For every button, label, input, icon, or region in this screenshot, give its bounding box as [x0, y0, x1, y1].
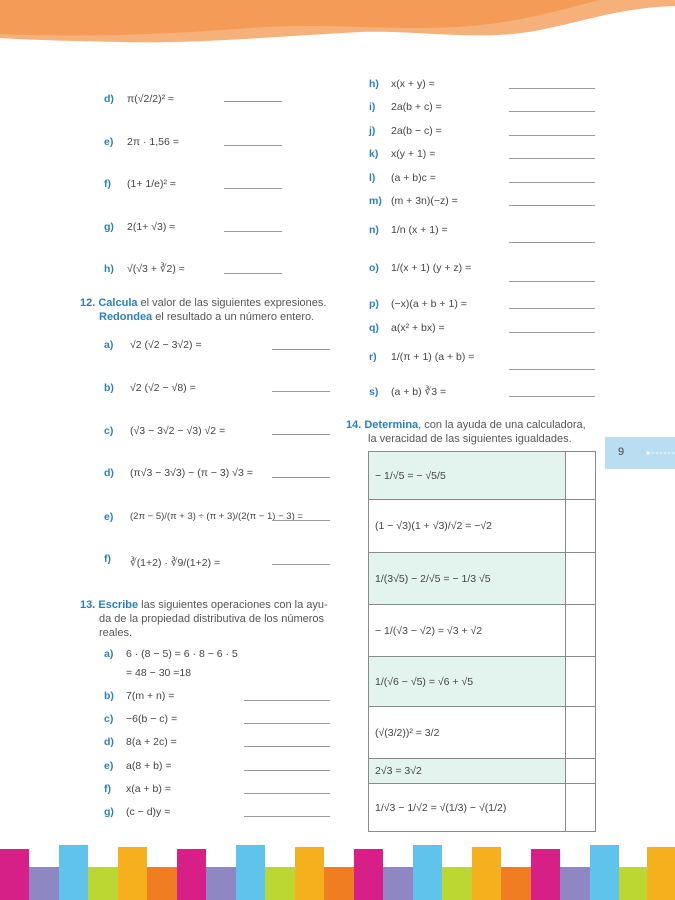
item-expression: (a + b)c = [391, 172, 436, 184]
item-label: h) [369, 78, 379, 90]
keyword: Determina [364, 419, 419, 431]
item-expression: 2a(b + c) = [391, 101, 442, 113]
equality-cell: − 1/(√3 − √2) = √3 + √2 [369, 605, 566, 657]
answer-cell[interactable] [566, 500, 596, 553]
answer-line[interactable] [272, 564, 330, 565]
item-expression: 1/(x + 1) (y + z) = [391, 262, 472, 274]
answer-line[interactable] [272, 349, 330, 350]
answer-cell[interactable] [566, 605, 596, 657]
table-row [369, 759, 596, 784]
answer-line[interactable] [244, 770, 330, 771]
question-12-heading [80, 296, 345, 324]
table-row [369, 707, 596, 759]
item-label: q) [369, 322, 379, 334]
table-row [369, 657, 596, 707]
answer-line[interactable] [509, 135, 595, 136]
item-expression: x(x + y) = [391, 78, 435, 90]
answer-line[interactable] [224, 188, 282, 189]
page-tab-dots [640, 450, 675, 456]
item-expression: (m + 3n)(−z) = [391, 195, 458, 207]
answer-line[interactable] [509, 369, 595, 370]
keyword: Redondea [99, 311, 153, 323]
item-expression: x(a + b) = [126, 783, 171, 795]
item-label: e) [104, 136, 114, 148]
equality-cell: 1/√3 − 1/√2 = √(1/3) − √(1/2) [369, 784, 566, 832]
question-number: 12. [80, 297, 96, 309]
answer-cell[interactable] [566, 657, 596, 707]
item-expression: (c − d)y = [126, 806, 171, 818]
answer-line[interactable] [244, 793, 330, 794]
answer-cell[interactable] [566, 759, 596, 784]
item-label: c) [104, 425, 114, 437]
question-number: 14. [346, 419, 362, 431]
example-line-1: 6 · (8 − 5) = 6 · 8 − 6 · 5 [126, 648, 238, 660]
answer-line[interactable] [272, 391, 330, 392]
item-label: i) [369, 101, 376, 113]
answer-line[interactable] [509, 242, 595, 243]
item-label: f) [104, 178, 111, 190]
item-expression: √2 (√2 − 3√2) = [130, 339, 202, 351]
heading-text: el resultado a un número entero. [152, 311, 315, 323]
item-label: l) [369, 172, 376, 184]
item-expression: (2π − 5)/(π + 3) ÷ (π + 3)/(2(π − 1) − 3) = [130, 511, 303, 522]
answer-line[interactable] [224, 101, 282, 102]
item-label: e) [104, 760, 114, 772]
answer-cell[interactable] [566, 784, 596, 832]
answer-line[interactable] [244, 700, 330, 701]
item-label: m) [369, 195, 382, 207]
header-wave [0, 0, 675, 50]
item-expression: 2π · 1,56 = [127, 136, 179, 148]
heading-text: la veracidad de las siguientes igualdades. [368, 433, 572, 445]
item-expression: (√3 − 3√2 − √3) √2 = [130, 425, 226, 437]
page-number: 9 [618, 446, 625, 458]
item-expression: a(8 + b) = [126, 760, 172, 772]
answer-line[interactable] [509, 111, 595, 112]
item-label: e) [104, 511, 114, 523]
answer-line[interactable] [244, 816, 330, 817]
answer-line[interactable] [272, 520, 330, 521]
item-expression: (π√3 − 3√3) − (π − 3) √3 = [130, 467, 253, 479]
item-expression: 2a(b − c) = [391, 125, 442, 137]
item-expression: (1+ 1/e)² ≈ [127, 178, 176, 190]
item-expression: 2(1+ √3) ≈ [127, 221, 176, 233]
answer-line[interactable] [509, 308, 595, 309]
keyword: Escribe [98, 599, 139, 611]
heading-text: reales. [99, 627, 133, 639]
answer-line[interactable] [244, 723, 330, 724]
answer-line[interactable] [244, 746, 330, 747]
answer-line[interactable] [509, 182, 595, 183]
item-expression: π(√2/2)² ≈ [127, 93, 174, 105]
item-label: d) [104, 467, 114, 479]
item-label: f) [104, 783, 111, 795]
equality-cell: − 1/√5 = − √5/5 [369, 452, 566, 500]
keyword: Calcula [98, 297, 138, 309]
equality-cell: 1/(√6 − √5) = √6 + √5 [369, 657, 566, 707]
item-label: d) [104, 93, 114, 105]
answer-cell[interactable] [566, 707, 596, 759]
heading-text: las siguientes operaciones con la ayu- [138, 599, 328, 611]
item-expression: a(x² + bx) = [391, 322, 445, 334]
answer-line[interactable] [272, 477, 330, 478]
answer-line[interactable] [224, 145, 282, 146]
truth-table [368, 451, 596, 832]
table-row [369, 784, 596, 832]
answer-line[interactable] [509, 88, 595, 89]
answer-line[interactable] [272, 434, 330, 435]
answer-line[interactable] [509, 332, 595, 333]
table-row [369, 553, 596, 605]
item-expression: (−x)(a + b + 1) = [391, 298, 467, 310]
item-expression: 1/n (x + 1) = [391, 224, 448, 236]
answer-cell[interactable] [566, 553, 596, 605]
answer-line[interactable] [509, 205, 595, 206]
heading-text: el valor de las siguientes expresiones. [137, 297, 327, 309]
item-label: s) [369, 386, 379, 398]
item-label: f) [104, 553, 111, 565]
question-13-heading [80, 598, 350, 640]
item-expression: −6(b − c) = [126, 713, 178, 725]
item-label: b) [104, 690, 114, 702]
heading-text: da de la propiedad distributiva de los números [99, 613, 325, 625]
table-row [369, 605, 596, 657]
item-expression: (a + b) ∛3 = [391, 386, 447, 398]
equality-cell: 2√3 = 3√2 [369, 759, 566, 784]
item-expression: √2 (√2 − √8) = [130, 382, 196, 394]
item-label: p) [369, 298, 379, 310]
answer-line[interactable] [224, 273, 282, 274]
example-line-2: = 48 − 30 =18 [126, 667, 192, 679]
item-label: b) [104, 382, 114, 394]
item-expression: ∛(1+2) · ∛9/(1+2) = [130, 557, 221, 569]
equality-cell: (1 − √3)(1 + √3)/√2 = −√2 [369, 500, 566, 553]
item-label: h) [104, 263, 114, 275]
item-label: r) [369, 351, 377, 363]
item-label: d) [104, 736, 114, 748]
question-14-heading [346, 418, 606, 446]
equality-cell: 1/(3√5) − 2/√5 = − 1/3 √5 [369, 553, 566, 605]
answer-line[interactable] [509, 158, 595, 159]
item-label: g) [104, 806, 114, 818]
item-label: n) [369, 224, 379, 236]
item-expression: x(y + 1) = [391, 148, 436, 160]
table-row [369, 500, 596, 553]
item-expression: 8(a + 2c) = [126, 736, 177, 748]
item-label: a) [104, 339, 114, 351]
item-label: k) [369, 148, 379, 160]
item-label: g) [104, 221, 114, 233]
heading-text: , con la ayuda de una calculadora, [418, 419, 586, 431]
item-label: c) [104, 713, 114, 725]
answer-line[interactable] [224, 231, 282, 232]
item-expression: √(√3 + ∛2) ≈ [127, 263, 185, 275]
answer-line[interactable] [509, 281, 595, 282]
item-expression: 1/(π + 1) (a + b) = [391, 351, 475, 363]
item-label: a) [104, 648, 114, 660]
item-label: o) [369, 262, 379, 274]
item-label: j) [369, 125, 376, 137]
table-row [369, 452, 596, 500]
answer-line[interactable] [509, 396, 595, 397]
answer-cell[interactable] [566, 452, 596, 500]
question-number: 13. [80, 599, 96, 611]
footer-color-bars [0, 841, 675, 900]
item-expression: 7(m + n) = [126, 690, 175, 702]
equality-cell: (√(3/2))² = 3/2 [369, 707, 566, 759]
